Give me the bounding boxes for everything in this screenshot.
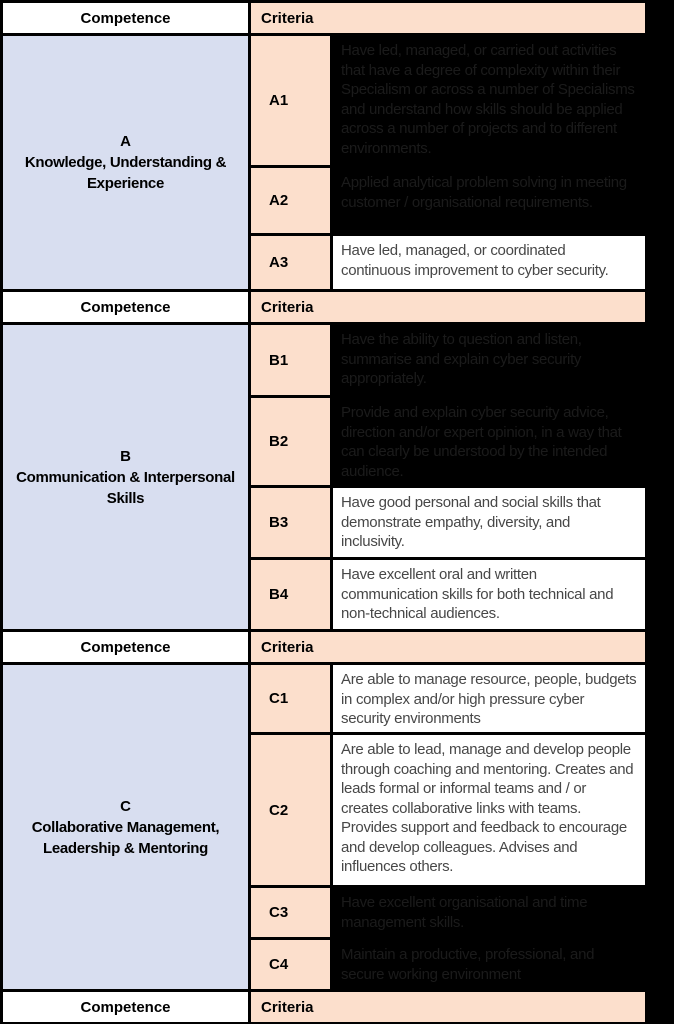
competence-column-header: Competence (3, 632, 248, 662)
competence-column-header: Competence (3, 292, 248, 322)
competence-cell-a (3, 36, 248, 289)
criteria-column-header: Criteria (251, 632, 645, 662)
criterion-code-a1: A1 (251, 36, 330, 165)
criterion-code-a3: A3 (251, 236, 330, 289)
criterion-code-c3: C3 (251, 888, 330, 937)
criterion-row-a3 (251, 236, 645, 289)
criteria-column-header: Criteria (251, 292, 645, 322)
section-letter: B (120, 447, 131, 465)
criterion-code-c1: C1 (251, 665, 330, 732)
section-c (3, 665, 645, 989)
criterion-code-b3: B3 (251, 488, 330, 557)
competence-cell-c (3, 665, 248, 989)
criteria-column-b (251, 325, 645, 629)
criteria-column-header: Criteria (251, 3, 645, 33)
criterion-text-a1: Have led, managed, or carried out activities that have a degree of complexity within their Specialism or across a number of Specialisms and understand how skills should be applied across a number of projects and to different environments. (333, 36, 645, 165)
section-b (3, 325, 645, 629)
table-header-row-3 (3, 632, 645, 662)
criterion-row-b3 (251, 488, 645, 557)
table-header-row-4 (3, 992, 645, 1022)
criterion-text-c1: Are able to manage resource, people, budgets in complex and/or high pressure cyber security environments (333, 665, 645, 732)
section-letter: C (120, 797, 131, 815)
competence-column-header: Competence (3, 3, 248, 33)
criterion-code-c2: C2 (251, 735, 330, 885)
section-a (3, 36, 645, 289)
criterion-row-a2 (251, 168, 645, 233)
section-title: Knowledge, Understanding & Experience (24, 154, 227, 192)
table-header-row-1 (3, 3, 645, 33)
criterion-code-b1: B1 (251, 325, 330, 395)
criteria-column-a (251, 36, 645, 289)
section-title: Communication & Interpersonal Skills (16, 468, 235, 507)
criterion-row-c1 (251, 665, 645, 732)
criterion-row-b4 (251, 560, 645, 629)
criterion-text-c4: Maintain a productive, professional, and secure working environment (333, 940, 645, 989)
criterion-code-b2: B2 (251, 398, 330, 485)
criterion-text-b3: Have good personal and social skills that demonstrate empathy, diversity, and inclusivity. (333, 488, 645, 557)
criterion-text-a3: Have led, managed, or coordinated continuous improvement to cyber security. (333, 236, 645, 289)
criteria-column-c (251, 665, 645, 989)
criterion-text-c3: Have excellent organisational and time management skills. (333, 888, 645, 937)
criterion-row-b1 (251, 325, 645, 395)
competence-column-header: Competence (3, 992, 248, 1022)
criterion-code-c4: C4 (251, 940, 330, 989)
criterion-code-a2: A2 (251, 168, 330, 233)
criterion-text-b1: Have the ability to question and listen, summarise and explain cyber security appropriately. (333, 325, 645, 395)
criterion-text-b2: Provide and explain cyber security advice, direction and/or expert opinion, in a way that can clearly be understood by the intended audience. (333, 398, 645, 485)
criterion-row-c4 (251, 940, 645, 989)
criterion-row-a1 (251, 36, 645, 165)
criteria-column-header: Criteria (251, 992, 645, 1022)
criterion-text-c2: Are able to lead, manage and develop people through coaching and mentoring. Creates and leads formal or informal teams and / or creates collaborative links with teams. Provides support and feedback to encourage and develop colleagues. Advises and influences others. (333, 735, 645, 885)
table-header-row-2 (3, 292, 645, 322)
criterion-text-a2: Applied analytical problem solving in meeting customer / organisational requirements. (333, 168, 645, 233)
criterion-row-c3 (251, 888, 645, 937)
criterion-code-b4: B4 (251, 560, 330, 629)
section-title: Collaborative Management, Leadership & Mentoring (31, 818, 220, 857)
competency-table (3, 3, 645, 1022)
section-letter: A (120, 133, 131, 150)
criterion-text-b4: Have excellent oral and written communication skills for both technical and non-technical audiences. (333, 560, 645, 629)
criterion-row-c2 (251, 735, 645, 885)
criterion-row-b2 (251, 398, 645, 485)
competence-cell-b (3, 325, 248, 629)
